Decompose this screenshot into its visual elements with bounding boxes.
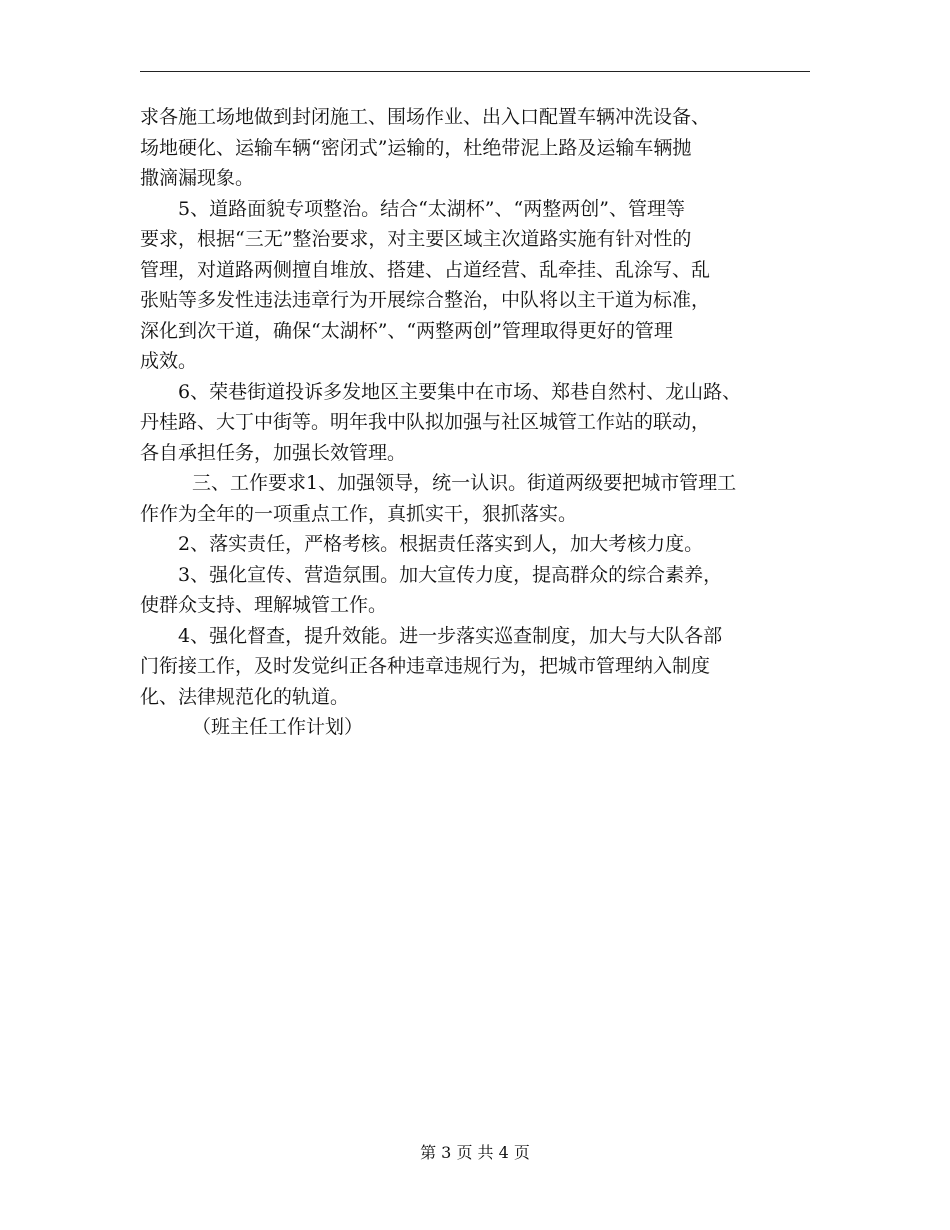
body-line-21: （班主任工作计划）: [192, 716, 364, 738]
body-line-2: 场地硬化、运输车辆“密闭式”运输的，杜绝带泥上路及运输车辆抛: [140, 136, 692, 159]
document-body: [140, 102, 830, 743]
header-rule: [140, 71, 810, 72]
body-line-8: 深化到次干道，确保“太湖杯”、“两整两创”管理取得更好的管理: [140, 319, 673, 342]
body-line-17: 使群众支持、理解城管工作。: [140, 594, 388, 616]
body-line-12: 各自承担任务，加强长效管理。: [140, 441, 407, 464]
body-line-19: 门衔接工作，及时发觉纠正各种违章违规行为，把城市管理纳入制度: [140, 655, 711, 677]
body-line-20: 化、法律规范化的轨道。: [140, 685, 350, 708]
body-line-14: 作作为全年的一项重点工作，真抓实干，狠抓落实。: [140, 502, 578, 525]
body-line-1: 求各施工场地做到封闭施工、围场作业、出入口配置车辆冲洗设备、: [140, 106, 711, 128]
body-line-6: 管理，对道路两侧擅自堆放、搭建、占道经营、乱牵挂、乱涂写、乱: [140, 258, 711, 281]
body-line-5: 要求，根据“三无”整治要求，对主要区域主次道路实施有针对性的: [140, 228, 692, 250]
body-line-16: 3、强化宣传、营造氛围。加大宣传力度，提高群众的综合素养，: [178, 563, 723, 586]
body-line-9: 成效。: [140, 350, 198, 372]
body-line-15: 2、落实责任，严格考核。根据责任落实到人，加大考核力度。: [178, 533, 704, 555]
page-number: 第 3 页 共 4 页: [420, 1143, 530, 1162]
body-line-10: 6、荣巷街道投诉多发地区主要集中在市场、郑巷自然村、龙山路、: [178, 380, 742, 403]
body-line-13: 三、工作要求1、加强领导，统一认识。街道两级要把城市管理工: [192, 472, 737, 494]
body-line-4: 5、道路面貌专项整治。结合“太湖杯”、“两整两创”、管理等: [178, 197, 685, 220]
body-line-3: 撒滴漏现象。: [140, 167, 255, 189]
body-line-11: 丹桂路、大丁中街等。明年我中队拟加强与社区城管工作站的联动，: [140, 411, 711, 433]
body-line-7: 张贴等多发性违法违章行为开展综合整治，中队将以主干道为标准，: [140, 289, 711, 311]
body-line-18: 4、强化督查，提升效能。进一步落实巡查制度，加大与大队各部: [178, 624, 723, 647]
